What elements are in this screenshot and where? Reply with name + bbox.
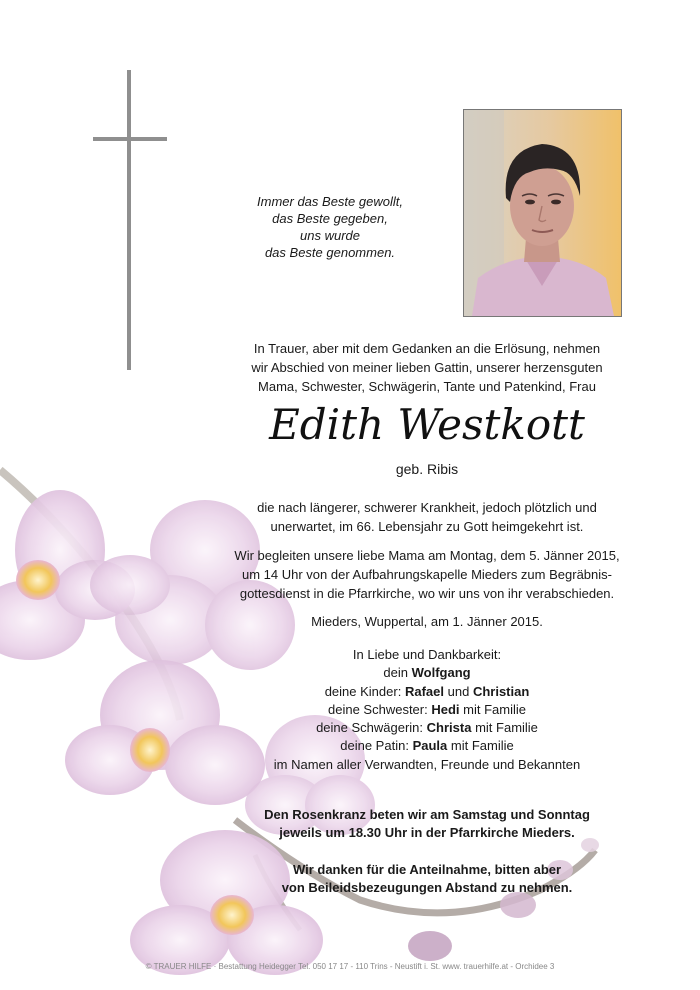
cross-horizontal-bar — [93, 137, 167, 141]
motto-line: das Beste genommen. — [264, 245, 396, 260]
mourner-prefix: deine Patin: — [340, 738, 409, 754]
mourners-list — [220, 646, 634, 774]
mourner-name: Rafael — [404, 683, 444, 699]
birth-name: geb. Ribis — [395, 461, 459, 477]
mourner-prefix: deine Schwester: — [328, 701, 428, 717]
motto-line: Immer das Beste gewollt, — [257, 194, 403, 209]
mourner-name: Christa — [426, 720, 472, 736]
family-suffix: mit Familie — [463, 701, 526, 717]
mourner-husband — [220, 664, 634, 682]
rosary-line: jeweils um 18.30 Uhr in der Pfarrkirche Mieders. — [279, 825, 575, 840]
intro-line: wir Abschied von meiner lieben Gattin, unserer herzensguten — [251, 360, 603, 375]
mourner-children — [220, 683, 634, 701]
motto-verse — [220, 193, 440, 261]
mourner-sister — [220, 701, 634, 719]
motto-line: uns wurde — [300, 228, 360, 243]
family-suffix: mit Familie — [450, 738, 514, 754]
thanks-line: Wir danken für die Anteilnahme, bitten aber — [292, 862, 562, 877]
rosary-notice — [220, 806, 634, 842]
thanks-line: von Beileidsbezeugungen Abstand zu nehmen. — [281, 880, 573, 895]
motto-line: das Beste gegeben, — [272, 211, 388, 226]
thanks-notice — [220, 861, 634, 897]
funeral-line: gottesdienst in die Pfarrkirche, wo wir uns von ihr verabschieden. — [239, 586, 615, 601]
passing-text — [220, 498, 634, 536]
intro-text — [220, 339, 634, 396]
mourner-name: Wolfgang — [411, 665, 471, 681]
mourner-godmother — [220, 737, 634, 755]
mourner-prefix: deine Kinder: — [324, 683, 402, 699]
cross-vertical-bar — [127, 70, 131, 370]
intro-line: In Trauer, aber mit dem Gedanken an die Erlösung, nehmen — [253, 341, 601, 356]
mourners-heading: In Liebe und Dankbarkeit: — [352, 647, 502, 662]
funeral-text — [220, 546, 634, 603]
mourner-name: Hedi — [431, 701, 460, 717]
mourner-prefix: dein — [383, 665, 408, 681]
place-date: Mieders, Wuppertal, am 1. Jänner 2015. — [311, 614, 543, 629]
family-suffix: mit Familie — [475, 720, 538, 736]
passing-line: die nach längerer, schwerer Krankheit, jedoch plötzlich und — [257, 500, 597, 515]
deceased-name: Edith Westkott — [269, 400, 585, 449]
mourner-name: Christian — [472, 683, 530, 699]
rosary-line: Den Rosenkranz beten wir am Samstag und Sonntag — [264, 807, 590, 822]
mourner-prefix: deine Schwägerin: — [316, 720, 424, 736]
passing-line: unerwartet, im 66. Lebensjahr zu Gott heimgekehrt ist. — [270, 519, 584, 534]
funeral-line: Wir begleiten unsere liebe Mama am Montag, dem 5. Jänner 2015, — [234, 548, 620, 563]
footer-credits: © TRAUER HILFE · Bestattung Heidegger Tel. 050 17 17 - 110 Trins - Neustift i. St. www. trauerhilfe.at - Orchidee 3 — [145, 962, 555, 971]
portrait-photo — [463, 109, 622, 317]
mourner-relatives: im Namen aller Verwandten, Freunde und Bekannten — [273, 756, 581, 772]
mourner-name: Paula — [412, 738, 448, 754]
funeral-line: um 14 Uhr von der Aufbahrungskapelle Mieders zum Begräbnis- — [242, 567, 612, 582]
intro-line: Mama, Schwester, Schwägerin, Tante und Patenkind, Frau — [258, 379, 596, 394]
mourner-sister-in-law — [220, 719, 634, 737]
conjunction: und — [447, 683, 470, 699]
